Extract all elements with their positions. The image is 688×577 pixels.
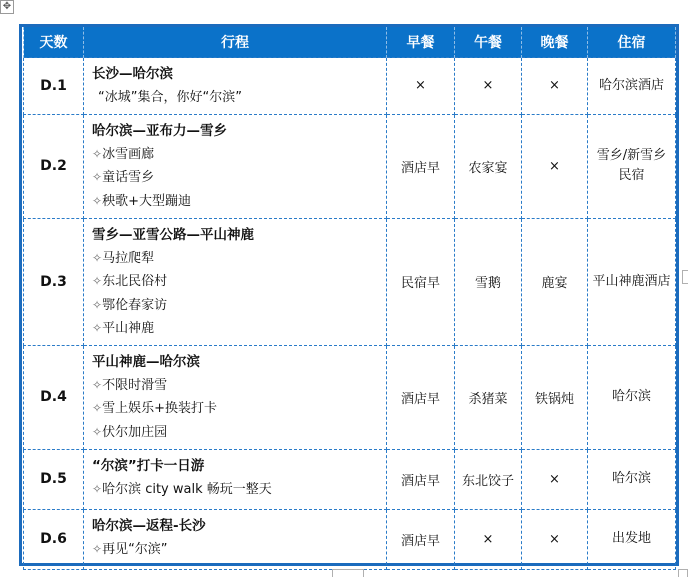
breakfast-cell: 酒店早 xyxy=(387,345,455,449)
route-title: 雪乡—亚雪公路—平山神鹿 xyxy=(92,226,254,243)
activity-text: 童话雪乡 xyxy=(102,170,155,185)
activity-text: 冰雪画廊 xyxy=(102,146,155,162)
activity-item xyxy=(92,143,380,167)
header-dinner: 晚餐 xyxy=(522,27,588,58)
activity-text: 再见“尔滨” xyxy=(102,541,168,557)
table-row xyxy=(24,114,676,218)
lodging-text: 民宿 xyxy=(618,168,645,183)
activity-text: 哈尔滨 city walk 畅玩一整天 xyxy=(102,481,272,497)
lodging-cell xyxy=(588,58,676,115)
table-row xyxy=(24,58,676,115)
activity-item xyxy=(92,270,380,294)
lozenge-bullet-icon: ✧ xyxy=(92,193,103,208)
lodging-text: 雪乡/新雪乡 xyxy=(596,148,667,163)
lodging-cell xyxy=(588,218,676,345)
table-row xyxy=(24,509,676,569)
breakfast-cell: × xyxy=(387,58,455,115)
activity-item xyxy=(92,166,380,190)
lunch-cell: × xyxy=(455,58,522,115)
day-cell: D.5 xyxy=(24,449,84,509)
lodging-text: 哈尔滨 xyxy=(611,471,651,486)
activity-text: 马拉爬犁 xyxy=(102,250,155,266)
table-body xyxy=(24,58,676,570)
lodging-text: 哈尔滨 xyxy=(611,389,651,404)
lunch-cell: × xyxy=(455,509,522,569)
row-resize-marker[interactable] xyxy=(682,270,688,284)
route-title: “尔滨”打卡一日游 xyxy=(92,457,205,474)
itinerary-cell xyxy=(84,509,387,569)
lozenge-bullet-icon: ✧ xyxy=(92,541,103,556)
itinerary-cell xyxy=(84,218,387,345)
activity-text: 雪上娱乐+换装打卡 xyxy=(102,401,217,416)
activity-item xyxy=(92,478,380,502)
activity-item xyxy=(92,86,380,110)
activity-item xyxy=(92,421,380,445)
activity-item xyxy=(92,317,380,341)
header-breakfast: 早餐 xyxy=(387,27,455,58)
day-cell: D.2 xyxy=(24,114,84,218)
table-resize-corner[interactable] xyxy=(678,569,688,577)
table-header-row xyxy=(24,27,676,58)
header-itinerary: 行程 xyxy=(84,27,387,58)
table-resize-marker[interactable] xyxy=(332,569,364,577)
route-title: 哈尔滨—返程-长沙 xyxy=(92,517,206,534)
activity-text: 鄂伦春家访 xyxy=(102,297,168,313)
breakfast-cell: 民宿早 xyxy=(387,218,455,345)
lunch-cell: 杀猪菜 xyxy=(455,345,522,449)
lozenge-bullet-icon: ✧ xyxy=(92,481,103,496)
dinner-cell: 鹿宴 xyxy=(522,218,588,345)
route-title: 哈尔滨—亚布力—雪乡 xyxy=(92,122,227,139)
lunch-cell: 农家宴 xyxy=(455,114,522,218)
lunch-cell: 雪鹅 xyxy=(455,218,522,345)
day-cell: D.6 xyxy=(24,509,84,569)
lozenge-bullet-icon: ✧ xyxy=(92,401,103,415)
dinner-cell: × xyxy=(522,449,588,509)
activity-text: 东北民俗村 xyxy=(102,274,168,289)
itinerary-cell xyxy=(84,58,387,115)
breakfast-cell: 酒店早 xyxy=(387,449,455,509)
lozenge-bullet-icon: ✧ xyxy=(92,321,103,335)
header-lodging: 住宿 xyxy=(588,27,676,58)
table-row xyxy=(24,345,676,449)
itinerary-cell xyxy=(84,449,387,509)
activity-item xyxy=(92,397,380,421)
lodging-cell xyxy=(588,114,676,218)
day-cell: D.3 xyxy=(24,218,84,345)
header-lunch: 午餐 xyxy=(455,27,522,58)
dinner-cell: × xyxy=(522,509,588,569)
route-title: 平山神鹿—哈尔滨 xyxy=(92,353,200,370)
activity-item xyxy=(92,538,380,562)
breakfast-cell: 酒店早 xyxy=(387,114,455,218)
lozenge-bullet-icon: ✧ xyxy=(92,297,103,312)
lodging-cell xyxy=(588,449,676,509)
lozenge-bullet-icon: ✧ xyxy=(92,274,103,288)
activity-text: 伏尔加庄园 xyxy=(102,424,168,440)
itinerary-cell xyxy=(84,114,387,218)
activity-text: 秧歌+大型蹦迪 xyxy=(102,193,191,209)
dinner-cell: 铁锅炖 xyxy=(522,345,588,449)
lozenge-bullet-icon: ✧ xyxy=(92,250,103,265)
dinner-cell: × xyxy=(522,114,588,218)
itinerary-cell xyxy=(84,345,387,449)
table-row xyxy=(24,218,676,345)
table-row xyxy=(24,449,676,509)
lodging-cell xyxy=(588,345,676,449)
itinerary-table xyxy=(23,27,676,570)
lodging-text: 哈尔滨酒店 xyxy=(598,77,664,93)
dinner-cell: × xyxy=(522,58,588,115)
lozenge-bullet-icon: ✧ xyxy=(92,377,103,392)
route-title: 长沙—哈尔滨 xyxy=(92,66,173,82)
lozenge-bullet-icon: ✧ xyxy=(92,170,103,184)
lodging-cell xyxy=(588,509,676,569)
lunch-cell: 东北饺子 xyxy=(455,449,522,509)
lozenge-bullet-icon: ✧ xyxy=(92,146,103,161)
activity-item xyxy=(92,294,380,318)
day-cell: D.1 xyxy=(24,58,84,115)
activity-item xyxy=(92,190,380,214)
lozenge-bullet-icon: ✧ xyxy=(92,424,103,439)
breakfast-cell: 酒店早 xyxy=(387,509,455,569)
day-cell: D.4 xyxy=(24,345,84,449)
lodging-text: 出发地 xyxy=(611,531,651,546)
activity-item xyxy=(92,247,380,271)
lodging-text: 平山神鹿酒店 xyxy=(592,273,671,289)
activity-text: 平山神鹿 xyxy=(102,321,155,336)
activity-item xyxy=(92,374,380,398)
activity-text: 不限时滑雪 xyxy=(102,377,168,393)
activity-text: “冰城”集合，你好“尔滨” xyxy=(98,90,242,105)
table-move-handle[interactable]: ✥ xyxy=(0,0,14,14)
header-day: 天数 xyxy=(24,27,84,58)
